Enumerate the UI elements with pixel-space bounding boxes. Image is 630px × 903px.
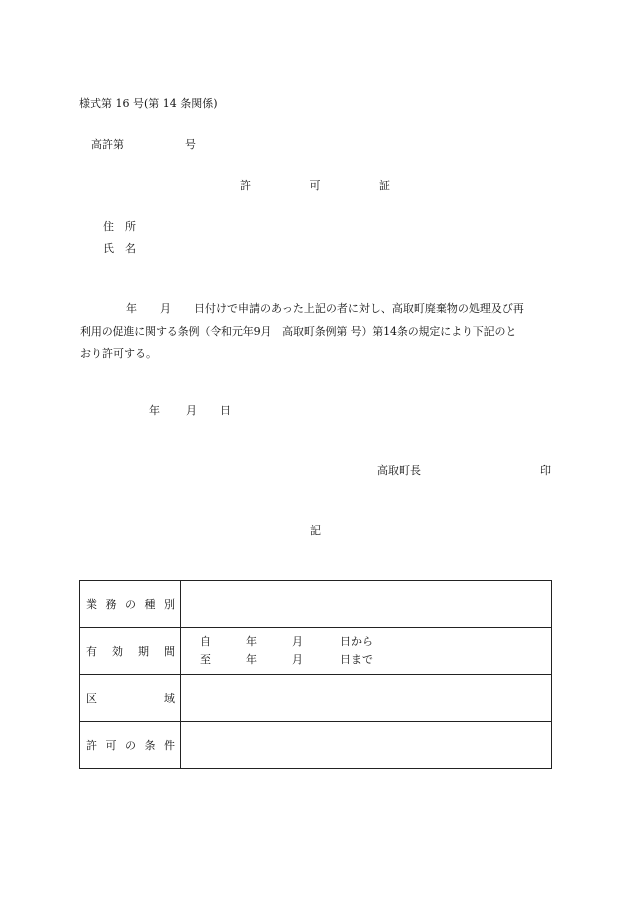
area-value[interactable]: [181, 675, 552, 722]
valid-to: 至 年 月 日まで: [200, 653, 373, 666]
permit-details-table: [79, 580, 552, 769]
permit-number-prefix: 高許第: [91, 138, 124, 151]
statement-line: 利用の促進に関する条例（令和元年9月 高取町条例第 号）第14条の規定により下記のと: [80, 324, 517, 338]
area-label: 区 域: [80, 675, 181, 722]
date-year: 年: [149, 404, 160, 417]
statement-line: [80, 298, 552, 321]
statement-line: おり許可する。: [80, 347, 157, 360]
title-char: 可: [309, 179, 321, 192]
statement-month: 月: [160, 302, 171, 315]
table-row: [80, 628, 552, 675]
statement-year: 年: [126, 302, 137, 315]
validity-period-label: 有 効 期 間: [80, 628, 181, 675]
table-row: [80, 722, 552, 769]
table-row: [80, 675, 552, 722]
date-month: 月: [186, 404, 197, 417]
permit-number-suffix: 号: [185, 138, 196, 151]
table-row: [80, 581, 552, 628]
statement-text: 日付けで申請のあった上記の者に対し、高取町廃棄物の処理及び再: [194, 302, 524, 315]
document-title: [240, 180, 390, 191]
permit-conditions-value[interactable]: [181, 722, 552, 769]
note-heading: 記: [310, 524, 321, 537]
address-label: 住 所: [103, 220, 136, 233]
permit-conditions-label: 許 可 の 条 件: [80, 722, 181, 769]
permit-statement: [80, 298, 552, 366]
title-char: 証: [379, 179, 390, 192]
issuer-title: 高取町長: [377, 464, 421, 477]
valid-from: 自 年 月 日から: [200, 635, 373, 648]
seal-mark: 印: [540, 464, 551, 477]
business-type-label: 業 務 の 種 別: [80, 581, 181, 628]
title-char: 許: [240, 179, 251, 192]
business-type-value[interactable]: [181, 581, 552, 628]
form-number: 様式第 16 号(第 14 条関係): [79, 97, 218, 110]
date-day: 日: [220, 404, 231, 417]
name-label: 氏 名: [103, 242, 136, 255]
validity-period-value[interactable]: [181, 628, 552, 675]
